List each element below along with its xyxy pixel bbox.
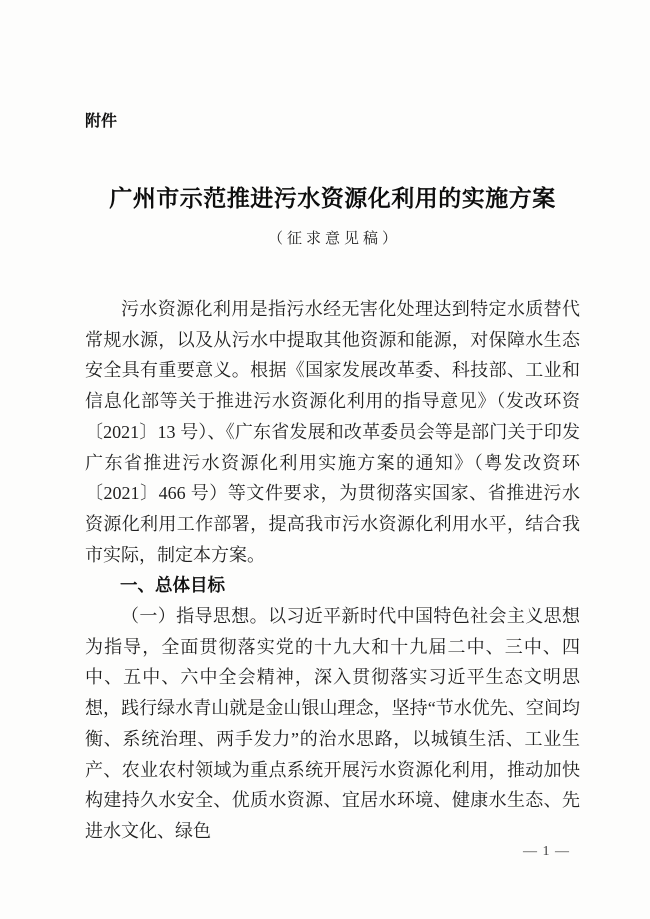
document-body <box>85 294 580 847</box>
document-subtitle: （征求意见稿） <box>267 231 401 247</box>
guiding-ideology-paragraph: （一）指导思想。以习近平新时代中国特色社会主义思想为指导，全面贯彻落实党的十九大和十九届二中、三中、四中、五中、六中全会精神，深入贯彻落实习近平生态文明思想，践行绿水青山就是金山银山理念，坚持“节水优先、空间均衡、系统治理、两手发力”的治水思路，以城镇生活、工业生产、农业农村领域为重点系统开展污水资源化利用，推动加快构建持久水安全、优质水资源、宜居水环境、健康水生态、先进水文化、绿色 <box>85 606 580 841</box>
section-heading-overall-goals: 一、总体目标 <box>120 575 225 596</box>
page-number: — 1 — <box>523 844 570 859</box>
intro-paragraph: 污水资源化利用是指污水经无害化处理达到特定水质替代常规水源，以及从污水中提取其他资源和能源，对保障水生态安全具有重要意义。根据《国家发展改革委、科技部、工业和信息化部等关于推进污水资源化利用的指导意见》（发改环资〔2021〕13 号）、《广东省发展和改革委员会等是部门关于印发广东省推进污水资源化利用实施方案的通知》（粤发改资环〔2021〕466 号）等文件要求，为贯彻落实国家、省推进污水资源化利用工作部署，提高我市污水资源化利用水平，结合我市实际，制定本方案。 <box>85 299 580 565</box>
page-footer <box>523 843 570 861</box>
document-title: 广州市示范推进污水资源化利用的实施方案 <box>109 186 556 211</box>
attachment-label: 附件 <box>85 113 118 130</box>
